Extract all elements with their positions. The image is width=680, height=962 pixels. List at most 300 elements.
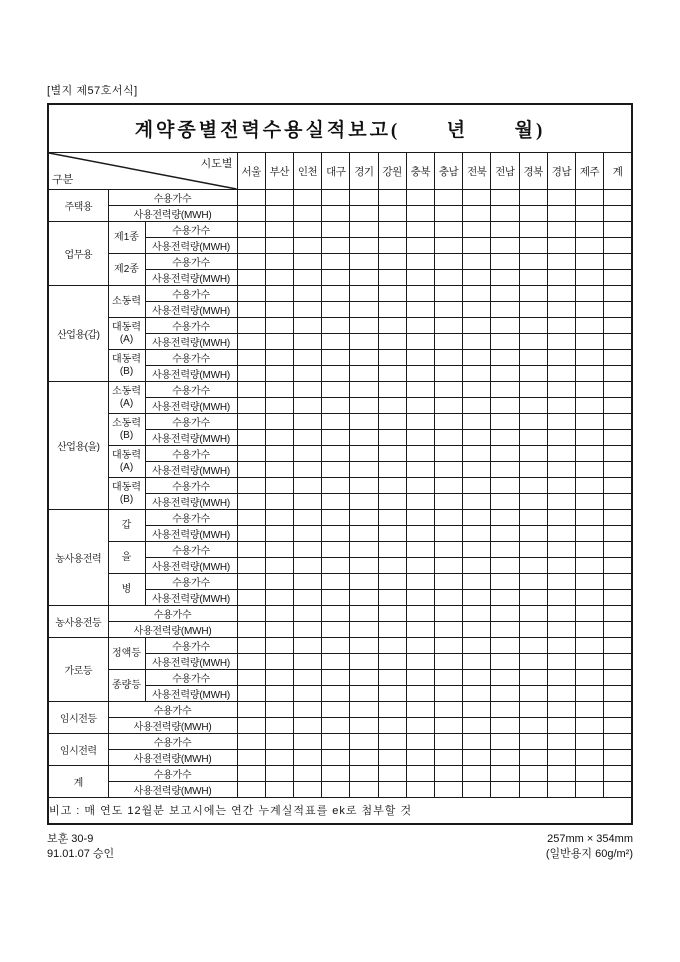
data-cell xyxy=(265,718,293,734)
data-cell xyxy=(406,286,434,302)
data-cell xyxy=(547,382,575,398)
data-cell xyxy=(378,622,406,638)
data-cell xyxy=(519,462,547,478)
data-cell xyxy=(265,606,293,622)
data-cell xyxy=(322,702,350,718)
data-cell xyxy=(575,734,603,750)
data-cell xyxy=(434,190,462,206)
data-cell xyxy=(237,254,265,270)
data-cell xyxy=(491,686,519,702)
metric-label-cell: 사용전력량(MWH) xyxy=(145,686,237,702)
data-cell xyxy=(378,398,406,414)
data-cell xyxy=(406,638,434,654)
data-cell xyxy=(322,254,350,270)
data-cell xyxy=(491,446,519,462)
data-cell xyxy=(491,558,519,574)
data-cell xyxy=(265,254,293,270)
region-header: 부산 xyxy=(265,153,293,190)
data-cell xyxy=(575,190,603,206)
data-cell xyxy=(547,718,575,734)
data-cell xyxy=(350,190,378,206)
data-cell xyxy=(463,430,491,446)
data-cell xyxy=(463,302,491,318)
metric-label-cell: 수용가수 xyxy=(145,446,237,462)
data-cell xyxy=(265,398,293,414)
corner-cell xyxy=(48,153,237,190)
data-cell xyxy=(237,574,265,590)
data-cell xyxy=(322,526,350,542)
data-cell xyxy=(237,654,265,670)
data-cell xyxy=(604,510,632,526)
metric-label-cell: 수용가수 xyxy=(108,190,237,206)
data-cell xyxy=(491,430,519,446)
data-cell xyxy=(350,270,378,286)
data-cell xyxy=(434,510,462,526)
data-cell xyxy=(293,702,321,718)
data-cell xyxy=(604,638,632,654)
data-cell xyxy=(519,558,547,574)
data-cell xyxy=(293,206,321,222)
data-cell xyxy=(350,206,378,222)
data-cell xyxy=(350,398,378,414)
data-cell xyxy=(519,302,547,318)
data-cell xyxy=(237,270,265,286)
data-cell xyxy=(322,766,350,782)
data-cell xyxy=(378,190,406,206)
data-cell xyxy=(575,414,603,430)
data-cell xyxy=(519,718,547,734)
data-cell xyxy=(237,286,265,302)
data-cell xyxy=(350,350,378,366)
data-cell xyxy=(463,526,491,542)
data-cell xyxy=(322,318,350,334)
data-cell xyxy=(547,430,575,446)
data-cell xyxy=(434,686,462,702)
data-cell xyxy=(575,254,603,270)
data-cell xyxy=(519,510,547,526)
data-cell xyxy=(350,254,378,270)
data-cell xyxy=(322,558,350,574)
data-cell xyxy=(519,686,547,702)
data-cell xyxy=(293,782,321,798)
data-cell xyxy=(434,350,462,366)
subcategory-cell: 을 xyxy=(108,542,145,574)
data-cell xyxy=(604,254,632,270)
category-cell: 임시전등 xyxy=(48,702,108,734)
subcategory-cell: 대동력(A) xyxy=(108,318,145,350)
data-cell xyxy=(265,414,293,430)
data-cell xyxy=(406,494,434,510)
data-cell xyxy=(547,542,575,558)
data-cell xyxy=(406,302,434,318)
subcategory-cell: 갑 xyxy=(108,510,145,542)
data-cell xyxy=(491,782,519,798)
data-cell xyxy=(378,494,406,510)
data-cell xyxy=(575,558,603,574)
data-cell xyxy=(237,510,265,526)
data-cell xyxy=(237,382,265,398)
data-cell xyxy=(406,558,434,574)
data-cell xyxy=(519,654,547,670)
data-cell xyxy=(604,574,632,590)
metric-label-cell: 수용가수 xyxy=(145,222,237,238)
data-cell xyxy=(237,542,265,558)
data-cell xyxy=(350,238,378,254)
data-cell xyxy=(322,190,350,206)
metric-label-cell: 수용가수 xyxy=(145,254,237,270)
metric-label-cell: 수용가수 xyxy=(145,574,237,590)
data-cell xyxy=(604,430,632,446)
data-cell xyxy=(547,398,575,414)
data-cell xyxy=(547,590,575,606)
data-cell xyxy=(463,702,491,718)
data-cell xyxy=(322,494,350,510)
subcategory-cell: 정액등 xyxy=(108,638,145,670)
data-cell xyxy=(293,286,321,302)
data-cell xyxy=(322,654,350,670)
data-cell xyxy=(350,590,378,606)
data-cell xyxy=(604,718,632,734)
data-cell xyxy=(293,542,321,558)
data-cell xyxy=(463,686,491,702)
data-cell xyxy=(265,446,293,462)
data-cell xyxy=(575,590,603,606)
category-cell: 계 xyxy=(48,766,108,798)
metric-label-cell: 수용가수 xyxy=(108,606,237,622)
data-cell xyxy=(434,318,462,334)
data-cell xyxy=(463,286,491,302)
data-cell xyxy=(293,766,321,782)
data-cell xyxy=(434,446,462,462)
category-cell: 농사용전등 xyxy=(48,606,108,638)
category-cell: 가로등 xyxy=(48,638,108,702)
category-cell: 산업용(을) xyxy=(48,382,108,510)
data-cell xyxy=(575,302,603,318)
region-header: 제주 xyxy=(575,153,603,190)
data-cell xyxy=(237,430,265,446)
data-cell xyxy=(434,734,462,750)
region-header: 충북 xyxy=(406,153,434,190)
data-cell xyxy=(237,702,265,718)
data-cell xyxy=(491,206,519,222)
data-cell xyxy=(406,670,434,686)
data-cell xyxy=(491,382,519,398)
data-cell xyxy=(519,286,547,302)
metric-label-cell: 수용가수 xyxy=(108,734,237,750)
data-cell xyxy=(547,222,575,238)
data-cell xyxy=(322,430,350,446)
data-cell xyxy=(491,190,519,206)
data-cell xyxy=(378,606,406,622)
data-cell xyxy=(350,542,378,558)
data-cell xyxy=(378,238,406,254)
data-cell xyxy=(604,286,632,302)
data-cell xyxy=(575,574,603,590)
data-cell xyxy=(547,734,575,750)
data-cell xyxy=(491,590,519,606)
data-cell xyxy=(463,590,491,606)
data-cell xyxy=(378,654,406,670)
data-cell xyxy=(350,302,378,318)
data-cell xyxy=(406,574,434,590)
data-cell xyxy=(265,462,293,478)
data-cell xyxy=(575,494,603,510)
data-cell xyxy=(434,654,462,670)
data-cell xyxy=(434,334,462,350)
data-cell xyxy=(604,606,632,622)
data-cell xyxy=(293,606,321,622)
data-cell xyxy=(406,542,434,558)
data-cell xyxy=(350,686,378,702)
data-cell xyxy=(265,382,293,398)
region-header: 계 xyxy=(604,153,632,190)
data-cell xyxy=(293,654,321,670)
data-cell xyxy=(434,302,462,318)
subcategory-cell: 종량등 xyxy=(108,670,145,702)
data-cell xyxy=(434,238,462,254)
data-cell xyxy=(322,382,350,398)
metric-label-cell: 수용가수 xyxy=(145,350,237,366)
data-cell xyxy=(604,494,632,510)
data-cell xyxy=(547,414,575,430)
data-cell xyxy=(604,190,632,206)
data-cell xyxy=(350,606,378,622)
metric-label-cell: 사용전력량(MWH) xyxy=(145,302,237,318)
data-cell xyxy=(378,766,406,782)
data-cell xyxy=(434,574,462,590)
data-cell xyxy=(434,638,462,654)
data-cell xyxy=(434,366,462,382)
data-cell xyxy=(265,590,293,606)
data-cell xyxy=(519,430,547,446)
data-cell xyxy=(293,222,321,238)
data-cell xyxy=(378,782,406,798)
data-cell xyxy=(293,558,321,574)
data-cell xyxy=(293,318,321,334)
data-cell xyxy=(463,478,491,494)
data-cell xyxy=(322,542,350,558)
data-cell xyxy=(434,750,462,766)
data-cell xyxy=(547,446,575,462)
data-cell xyxy=(547,670,575,686)
data-cell xyxy=(547,782,575,798)
data-cell xyxy=(265,526,293,542)
data-cell xyxy=(463,254,491,270)
data-cell xyxy=(265,302,293,318)
data-cell xyxy=(547,238,575,254)
data-cell xyxy=(519,270,547,286)
report-table xyxy=(47,103,633,825)
data-cell xyxy=(547,462,575,478)
data-cell xyxy=(322,718,350,734)
form-number-tag: [별지 제57호서식] xyxy=(47,85,138,97)
data-cell xyxy=(519,414,547,430)
data-cell xyxy=(604,462,632,478)
data-cell xyxy=(350,574,378,590)
data-cell xyxy=(491,318,519,334)
data-cell xyxy=(575,238,603,254)
data-cell xyxy=(519,750,547,766)
data-cell xyxy=(322,206,350,222)
data-cell xyxy=(350,430,378,446)
data-cell xyxy=(575,526,603,542)
data-cell xyxy=(406,430,434,446)
data-cell xyxy=(434,782,462,798)
data-cell xyxy=(293,414,321,430)
data-cell xyxy=(434,766,462,782)
data-cell xyxy=(604,382,632,398)
data-cell xyxy=(491,670,519,686)
data-cell xyxy=(293,238,321,254)
region-header: 충남 xyxy=(434,153,462,190)
data-cell xyxy=(463,638,491,654)
data-cell xyxy=(237,238,265,254)
data-cell xyxy=(293,494,321,510)
data-cell xyxy=(350,318,378,334)
data-cell xyxy=(547,686,575,702)
data-cell xyxy=(491,286,519,302)
data-cell xyxy=(463,558,491,574)
data-cell xyxy=(575,542,603,558)
data-cell xyxy=(604,398,632,414)
data-cell xyxy=(265,686,293,702)
data-cell xyxy=(463,542,491,558)
data-cell xyxy=(265,238,293,254)
data-cell xyxy=(547,606,575,622)
data-cell xyxy=(406,462,434,478)
data-cell xyxy=(406,238,434,254)
data-cell xyxy=(293,526,321,542)
data-cell xyxy=(406,718,434,734)
data-cell xyxy=(406,318,434,334)
metric-label-cell: 사용전력량(MWH) xyxy=(145,558,237,574)
data-cell xyxy=(378,414,406,430)
data-cell xyxy=(293,478,321,494)
data-cell xyxy=(350,750,378,766)
data-cell xyxy=(547,558,575,574)
data-cell xyxy=(519,478,547,494)
data-cell xyxy=(350,286,378,302)
data-cell xyxy=(519,590,547,606)
data-cell xyxy=(434,398,462,414)
data-cell xyxy=(350,718,378,734)
data-cell xyxy=(350,446,378,462)
data-cell xyxy=(434,590,462,606)
data-cell xyxy=(350,622,378,638)
data-cell xyxy=(491,622,519,638)
region-header: 경북 xyxy=(519,153,547,190)
data-cell xyxy=(519,766,547,782)
data-cell xyxy=(604,302,632,318)
data-cell xyxy=(293,574,321,590)
metric-label-cell: 사용전력량(MWH) xyxy=(145,334,237,350)
metric-label-cell: 수용가수 xyxy=(145,414,237,430)
data-cell xyxy=(293,190,321,206)
data-cell xyxy=(293,334,321,350)
region-header: 전남 xyxy=(491,153,519,190)
data-cell xyxy=(547,478,575,494)
data-cell xyxy=(519,734,547,750)
data-cell xyxy=(519,334,547,350)
data-cell xyxy=(463,238,491,254)
data-cell xyxy=(265,478,293,494)
data-cell xyxy=(491,350,519,366)
data-cell xyxy=(519,574,547,590)
data-cell xyxy=(265,222,293,238)
data-cell xyxy=(491,542,519,558)
data-cell xyxy=(604,782,632,798)
data-cell xyxy=(575,638,603,654)
data-cell xyxy=(463,654,491,670)
subcategory-cell: 소동력 xyxy=(108,286,145,318)
data-cell xyxy=(237,718,265,734)
data-cell xyxy=(463,414,491,430)
data-cell xyxy=(265,542,293,558)
metric-label-cell: 사용전력량(MWH) xyxy=(145,462,237,478)
data-cell xyxy=(491,254,519,270)
data-cell xyxy=(519,702,547,718)
data-cell xyxy=(322,398,350,414)
data-cell xyxy=(322,478,350,494)
data-cell xyxy=(293,430,321,446)
data-cell xyxy=(237,750,265,766)
data-cell xyxy=(604,558,632,574)
data-cell xyxy=(350,766,378,782)
metric-label-cell: 사용전력량(MWH) xyxy=(145,238,237,254)
data-cell xyxy=(604,366,632,382)
data-cell xyxy=(406,366,434,382)
data-cell xyxy=(293,270,321,286)
data-cell xyxy=(322,750,350,766)
data-cell xyxy=(434,206,462,222)
data-cell xyxy=(491,702,519,718)
metric-label-cell: 수용가수 xyxy=(145,382,237,398)
data-cell xyxy=(293,718,321,734)
data-cell xyxy=(406,398,434,414)
data-cell xyxy=(322,350,350,366)
data-cell xyxy=(519,526,547,542)
data-cell xyxy=(406,206,434,222)
metric-label-cell: 사용전력량(MWH) xyxy=(145,270,237,286)
data-cell xyxy=(322,222,350,238)
data-cell xyxy=(293,638,321,654)
form-title: 계약종별전력수용실적보고( 년 월) xyxy=(48,104,632,153)
data-cell xyxy=(406,414,434,430)
data-cell xyxy=(265,366,293,382)
data-cell xyxy=(322,238,350,254)
data-cell xyxy=(378,318,406,334)
data-cell xyxy=(406,526,434,542)
metric-label-cell: 수용가수 xyxy=(108,766,237,782)
footer xyxy=(47,832,633,864)
data-cell xyxy=(406,750,434,766)
region-header: 서울 xyxy=(237,153,265,190)
data-cell xyxy=(434,430,462,446)
data-cell xyxy=(237,414,265,430)
data-cell xyxy=(575,382,603,398)
data-cell xyxy=(237,206,265,222)
metric-label-cell: 수용가수 xyxy=(145,542,237,558)
data-cell xyxy=(434,286,462,302)
metric-label-cell: 수용가수 xyxy=(145,286,237,302)
data-cell xyxy=(378,270,406,286)
data-cell xyxy=(350,670,378,686)
data-cell xyxy=(463,270,491,286)
data-cell xyxy=(322,510,350,526)
data-cell xyxy=(491,718,519,734)
data-cell xyxy=(378,254,406,270)
data-cell xyxy=(519,254,547,270)
